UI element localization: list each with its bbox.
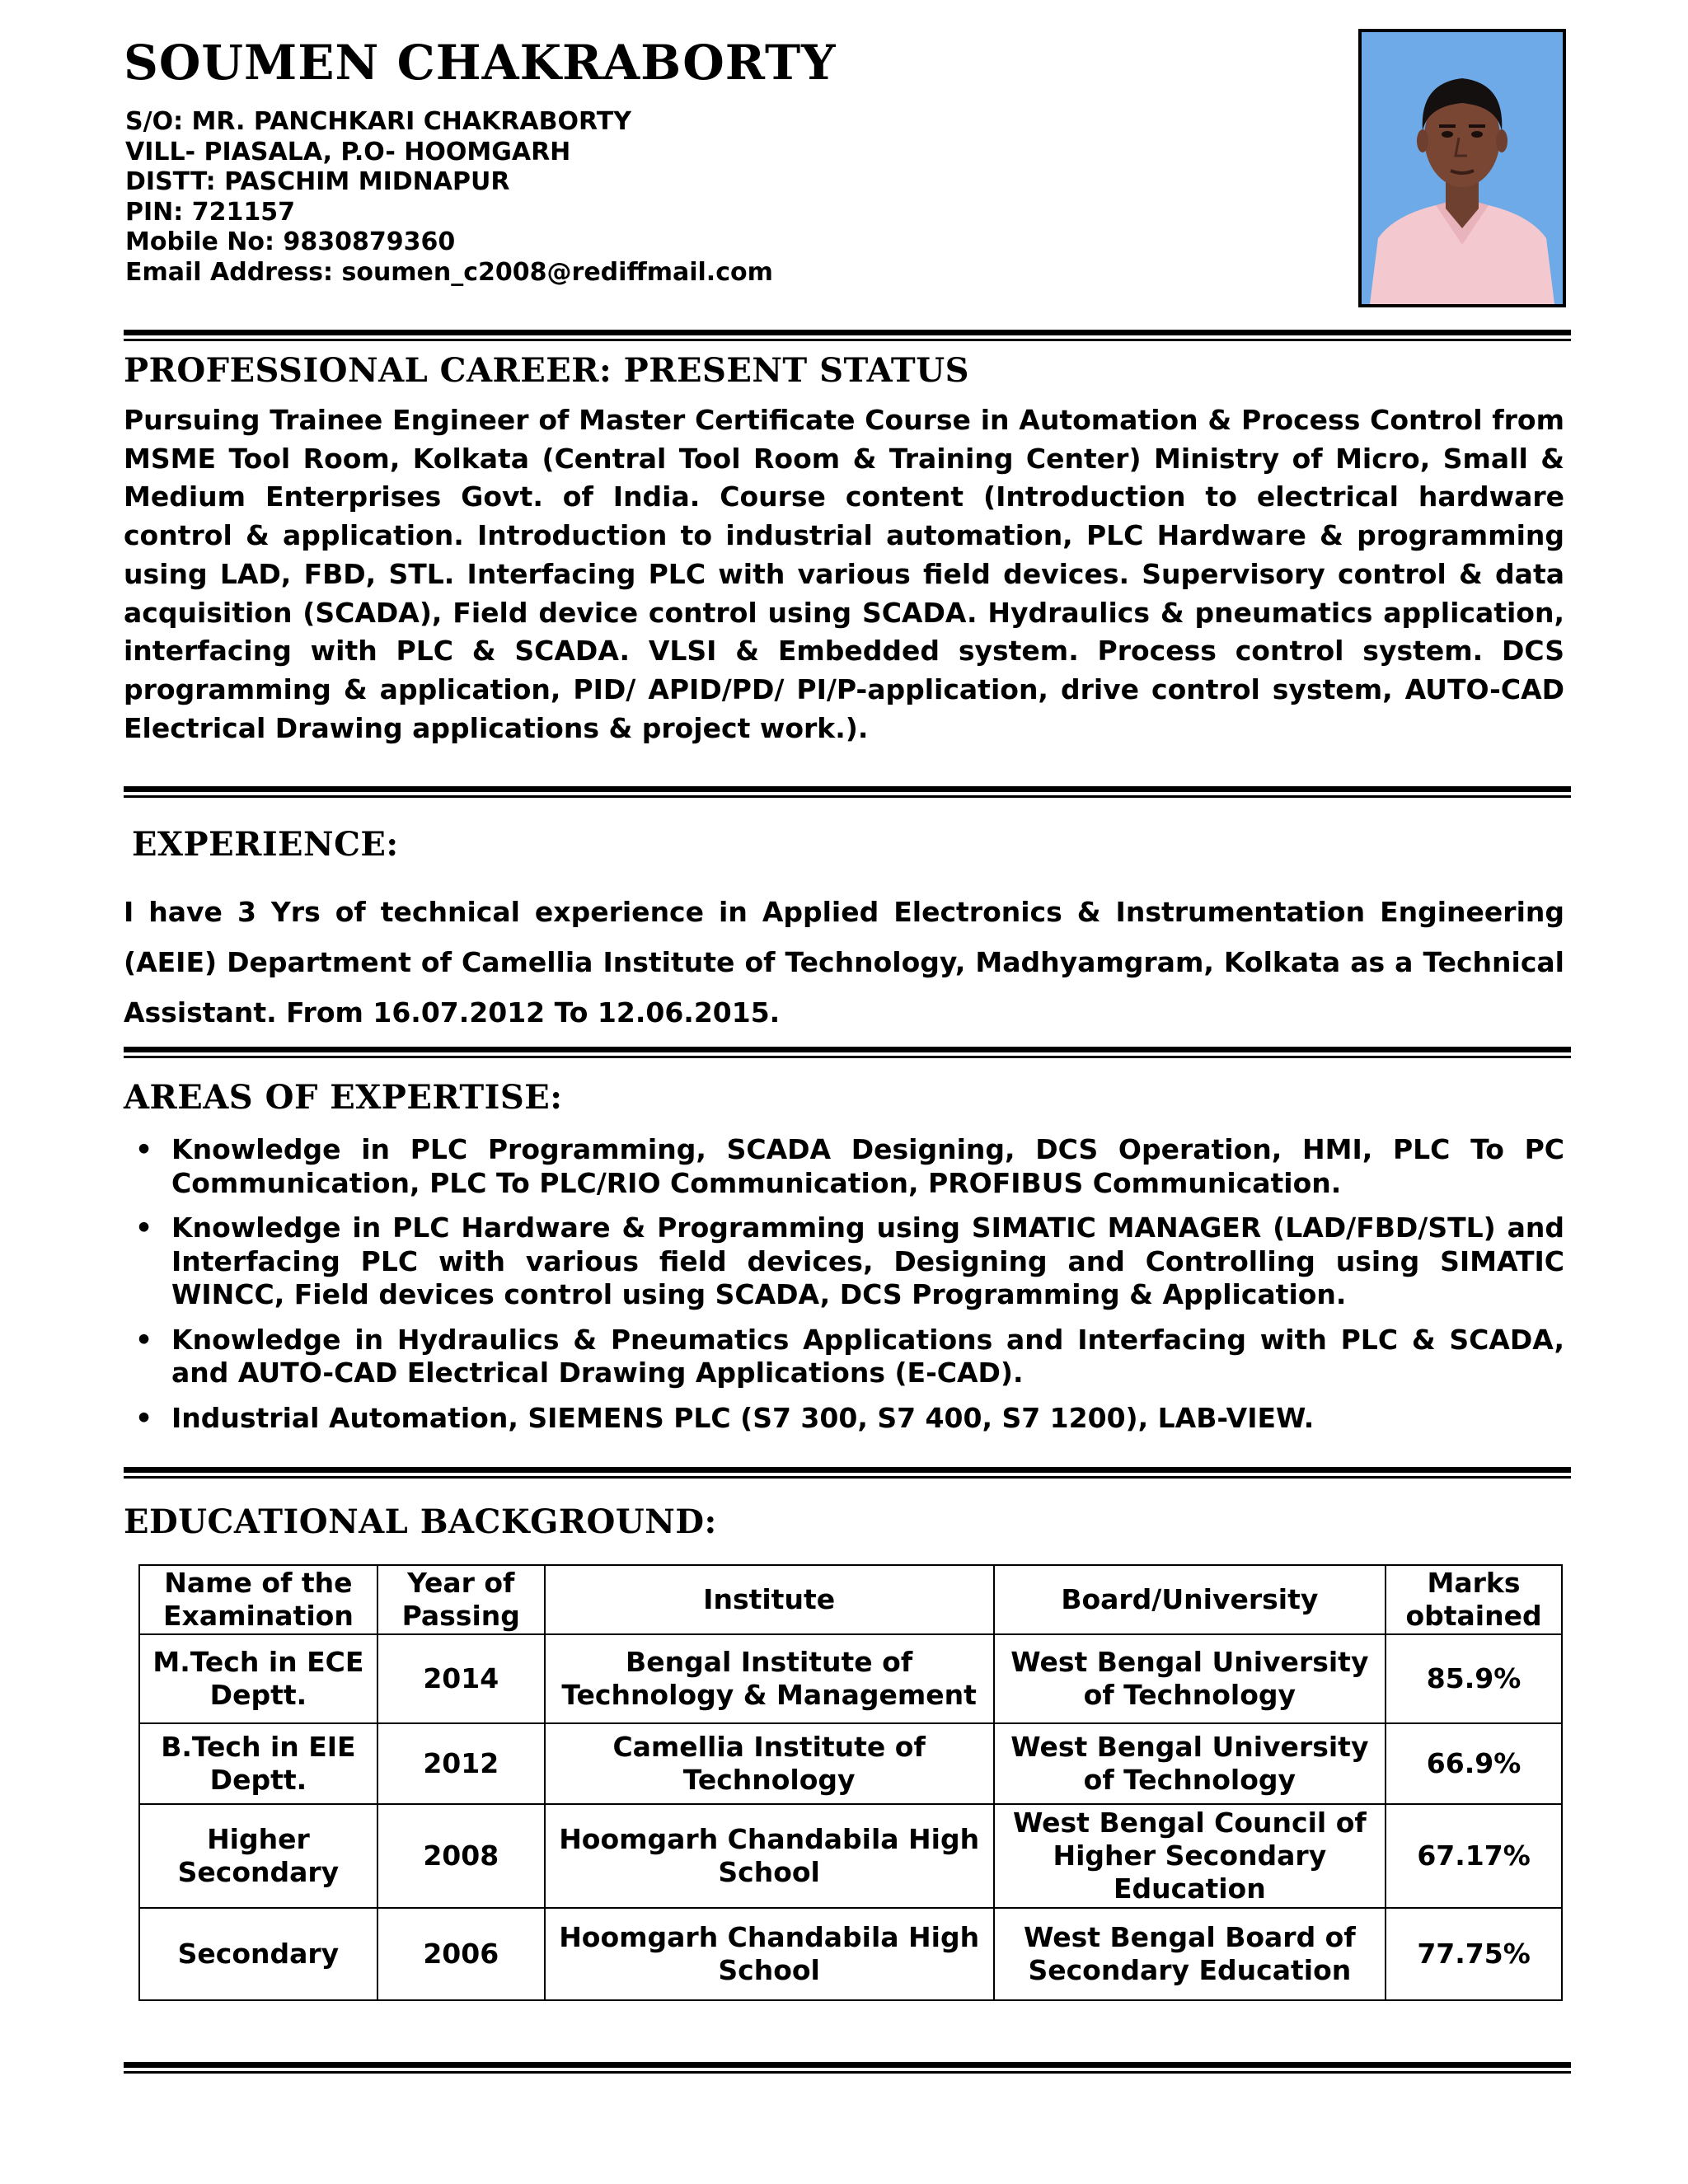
expertise-item bbox=[132, 1324, 1564, 1390]
table-row bbox=[139, 1723, 1562, 1804]
table-cell: 77.75% bbox=[1386, 1908, 1562, 2000]
profile-photo bbox=[1358, 29, 1566, 307]
contact-district: DISTT: PASCHIM MIDNAPUR bbox=[125, 167, 510, 197]
table-cell: M.Tech in ECE Deptt. bbox=[139, 1634, 377, 1723]
career-heading: PROFESSIONAL CAREER: PRESENT STATUS bbox=[124, 351, 969, 390]
section-divider bbox=[124, 1047, 1571, 1058]
contact-village: VILL- PIASALA, P.O- HOOMGARH bbox=[125, 137, 571, 166]
table-cell: West Bengal Board of Secondary Education bbox=[994, 1908, 1386, 2000]
education-table bbox=[138, 1564, 1563, 2001]
contact-mobile: Mobile No: 9830879360 bbox=[125, 227, 456, 257]
column-header: Institute bbox=[545, 1565, 994, 1634]
experience-heading: EXPERIENCE: bbox=[132, 825, 399, 864]
contact-email: Email Address: soumen_c2008@rediffmail.com bbox=[125, 257, 773, 287]
career-text: Pursuing Trainee Engineer of Master Certificate Course in Automation & Process Control from MSME Tool Room, Kolkata (Central Tool Room & Training Center) Ministry of Micro, Small & Medium Enterprises Govt. of India. Course content (Introduction to electrical hardware control & application. Introduction to industrial automation, PLC Hardware & programming using LAD, FBD, STL. Interfacing PLC with various field devices. Supervisory control & data acquisition (SCADA), Field device control using SCADA. Hydraulics & pneumatics application, interfacing with PLC & SCADA. VLSI & Embedded system. Process control system. DCS programming & application, PID/ APID/PD/ PI/P-application, drive control system, AUTO-CAD Electrical Drawing applications & project work.). bbox=[124, 404, 1564, 744]
column-header: Board/University bbox=[994, 1565, 1386, 1634]
table-cell: Camellia Institute of Technology bbox=[545, 1723, 994, 1804]
section-divider bbox=[124, 1467, 1571, 1479]
table-cell: Higher Secondary bbox=[139, 1804, 377, 1908]
section-divider bbox=[124, 330, 1571, 341]
table-header-row bbox=[139, 1565, 1562, 1634]
table-row bbox=[139, 1634, 1562, 1723]
table-cell: 2008 bbox=[377, 1804, 545, 1908]
expertise-list bbox=[132, 1133, 1564, 1446]
table-cell: 2006 bbox=[377, 1908, 545, 2000]
bullet-icon: • bbox=[135, 1212, 153, 1244]
bullet-icon: • bbox=[135, 1133, 153, 1165]
expertise-item bbox=[132, 1402, 1564, 1436]
table-cell: 67.17% bbox=[1386, 1804, 1562, 1908]
table-cell: Hoomgarh Chandabila High School bbox=[545, 1804, 994, 1908]
bullet-icon: • bbox=[135, 1401, 153, 1434]
column-header: Year of Passing bbox=[377, 1565, 545, 1634]
section-divider bbox=[124, 2062, 1571, 2074]
table-cell: B.Tech in EIE Deptt. bbox=[139, 1723, 377, 1804]
table-cell: 66.9% bbox=[1386, 1723, 1562, 1804]
table-row bbox=[139, 1908, 1562, 2000]
expertise-item-text: Industrial Automation, SIEMENS PLC (S7 300, S7 400, S7 1200), LAB-VIEW. bbox=[171, 1401, 1315, 1434]
table-cell: Hoomgarh Chandabila High School bbox=[545, 1908, 994, 2000]
table-cell: Bengal Institute of Technology & Management bbox=[545, 1634, 994, 1723]
table-cell: West Bengal University of Technology bbox=[994, 1634, 1386, 1723]
column-header: Name of the Examination bbox=[139, 1565, 377, 1634]
education-heading: EDUCATIONAL BACKGROUND: bbox=[124, 1502, 717, 1541]
expertise-item bbox=[132, 1212, 1564, 1312]
expertise-item bbox=[132, 1133, 1564, 1200]
contact-pin: PIN: 721157 bbox=[125, 197, 295, 227]
column-header: Marks obtained bbox=[1386, 1565, 1562, 1634]
table-cell: Secondary bbox=[139, 1908, 377, 2000]
contact-parent: S/O: MR. PANCHKARI CHAKRABORTY bbox=[125, 107, 631, 136]
expertise-item-text: Knowledge in PLC Programming, SCADA Designing, DCS Operation, HMI, PLC To PC Communication, PLC To PLC/RIO Communication, PROFIBUS Communication. bbox=[171, 1133, 1564, 1199]
table-row bbox=[139, 1804, 1562, 1908]
table-cell: West Bengal University of Technology bbox=[994, 1723, 1386, 1804]
resume-name: SOUMEN CHAKRABORTY bbox=[124, 35, 837, 91]
table-cell: 2014 bbox=[377, 1634, 545, 1723]
contact-block bbox=[125, 107, 773, 288]
section-divider bbox=[124, 786, 1571, 798]
experience-text: I have 3 Yrs of technical experience in Applied Electronics & Instrumentation Engineering (AEIE) Department of Camellia Institute of Technology, Madhyamgram, Kolkata as a Technical Assistant. From 16.07.2012 To 12.06.2015. bbox=[124, 896, 1564, 1029]
table-cell: 85.9% bbox=[1386, 1634, 1562, 1723]
table-cell: West Bengal Council of Higher Secondary Education bbox=[994, 1804, 1386, 1908]
bullet-icon: • bbox=[135, 1323, 153, 1356]
expertise-item-text: Knowledge in Hydraulics & Pneumatics Applications and Interfacing with PLC & SCADA, and AUTO-CAD Electrical Drawing Applications (E-CAD). bbox=[171, 1323, 1564, 1389]
table-cell: 2012 bbox=[377, 1723, 545, 1804]
expertise-heading: AREAS OF EXPERTISE: bbox=[124, 1078, 563, 1117]
expertise-item-text: Knowledge in PLC Hardware & Programming using SIMATIC MANAGER (LAD/FBD/STL) and Interfacing PLC with various field devices, Designing and Controlling using SIMATIC WINCC, Field devices control using SCADA, DCS Programming & Application. bbox=[171, 1212, 1564, 1310]
